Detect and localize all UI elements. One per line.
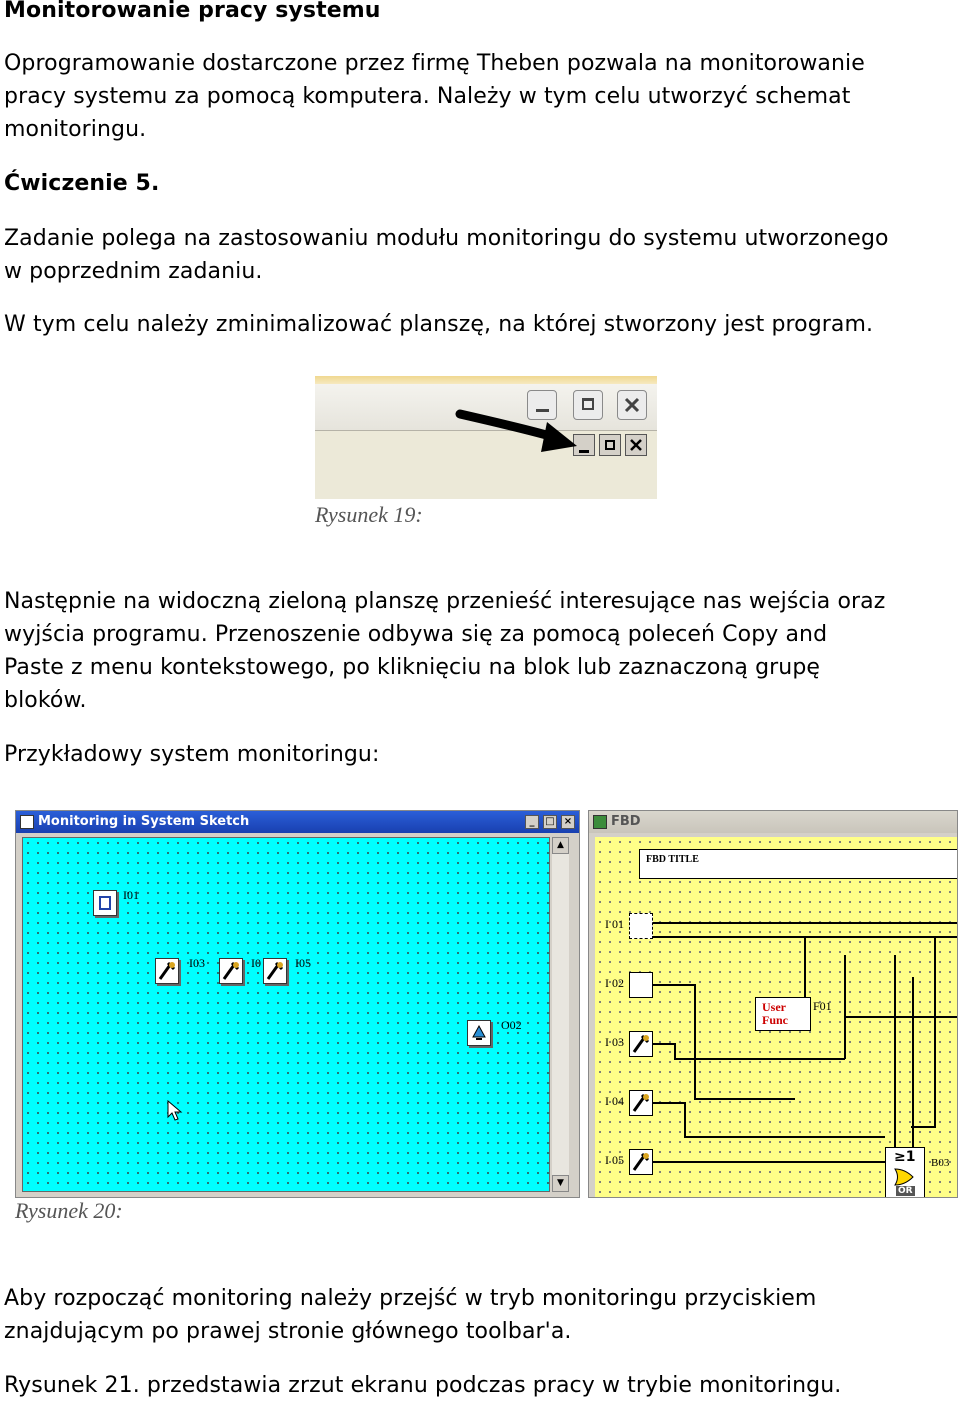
or-gate-label: OR [898, 1186, 913, 1196]
figure-19-screenshot [315, 376, 657, 499]
fbd-canvas[interactable] [595, 837, 958, 1198]
output-label: B03 [931, 1157, 950, 1169]
monitor-label: I0 [251, 956, 261, 970]
scroll-down-arrow-icon[interactable]: ▼ [552, 1175, 569, 1192]
paragraph-line: znajdującym po prawej stronie głównego toolbar'a. [4, 1319, 572, 1344]
user-func-output-label: F01 [813, 999, 832, 1013]
mouse-cursor-icon [167, 1100, 183, 1122]
exercise-title: Ćwiczenie 5. [4, 171, 160, 196]
paragraph-line: W tym celu należy zminimalizować planszę, na której stworzony jest program. [4, 312, 874, 337]
paragraph-line: Rysunek 21. przedstawia zrzut ekranu podczas pracy w trybie monitoringu. [4, 1373, 842, 1398]
lamp-icon [468, 1021, 490, 1045]
window-app-icon [593, 815, 607, 829]
monitor-label: I05 [295, 956, 311, 970]
maximize-button[interactable]: □ [543, 815, 557, 829]
key-icon [264, 959, 286, 983]
monitor-block-i01[interactable] [93, 890, 117, 916]
figure-20-caption: Rysunek 20: [15, 1198, 123, 1223]
window-app-icon [20, 815, 34, 829]
user-func-label: User [762, 1000, 786, 1014]
or-gate-block[interactable] [885, 1147, 925, 1198]
monitor-block-i05[interactable] [263, 958, 287, 984]
monitor-block-o02[interactable] [467, 1020, 491, 1046]
monitor-block-i04[interactable] [219, 958, 243, 984]
paragraph-line: Zadanie polega na zastosowaniu modułu monitoringu do systemu utworzonego [4, 226, 889, 251]
input-label: I 05 [605, 1153, 624, 1167]
key-icon [156, 959, 178, 983]
paragraph-line: w poprzednim zadaniu. [4, 259, 263, 284]
minimize-button[interactable]: _ [525, 815, 539, 829]
section-title: Monitorowanie pracy systemu [4, 0, 381, 23]
scroll-up-arrow-icon[interactable]: ▲ [552, 837, 569, 854]
monitoring-canvas[interactable] [22, 837, 550, 1192]
arrow-icon [315, 376, 657, 499]
monitor-block-i03[interactable] [155, 958, 179, 984]
user-func-label: Func [762, 1013, 789, 1027]
fbd-window-titlebar [589, 811, 957, 833]
monitor-label: O02 [501, 1018, 522, 1032]
figure-19-caption: Rysunek 19: [315, 502, 423, 527]
paragraph-line: Przykładowy system monitoringu: [4, 742, 380, 767]
or-gate-icon [887, 1167, 925, 1187]
paragraph-line: Paste z menu kontekstowego, po kliknięciu na blok lub zaznaczoną grupę [4, 655, 821, 680]
paragraph-line: Aby rozpocząć monitoring należy przejść w tryb monitoringu przyciskiem [4, 1286, 817, 1311]
paragraph-line: Oprogramowanie dostarczone przez firmę Theben pozwala na monitorowanie [4, 51, 865, 76]
vertical-scrollbar[interactable] [552, 837, 569, 1192]
or-gate-symbol: ≥1 [894, 1149, 916, 1165]
paragraph-line: monitoringu. [4, 117, 147, 142]
input-label: I 02 [605, 976, 624, 990]
monitor-label: I01 [123, 888, 139, 902]
switch-icon [99, 896, 111, 910]
monitoring-window [15, 810, 580, 1198]
fbd-window [588, 810, 958, 1198]
window-title: FBD [611, 814, 641, 829]
input-label: I 01 [605, 917, 624, 931]
input-label: I 03 [605, 1035, 624, 1049]
fbd-title: FBD TITLE [646, 854, 699, 865]
paragraph-line: wyjścia programu. Przenoszenie odbywa się za pomocą poleceń Copy and [4, 622, 828, 647]
monitor-label: I03 [189, 956, 205, 970]
user-func-block[interactable] [755, 997, 811, 1031]
paragraph-line: Następnie na widoczną zieloną planszę przenieść interesujące nas wejścia oraz [4, 589, 886, 614]
paragraph-line: pracy systemu za pomocą komputera. Należy w tym celu utworzyć schemat [4, 84, 851, 109]
close-button[interactable]: × [561, 815, 575, 829]
paragraph-line: bloków. [4, 688, 87, 713]
window-title: Monitoring in System Sketch [38, 814, 250, 829]
key-icon [220, 959, 242, 983]
input-label: I 04 [605, 1094, 624, 1108]
monitoring-window-titlebar [16, 811, 579, 833]
